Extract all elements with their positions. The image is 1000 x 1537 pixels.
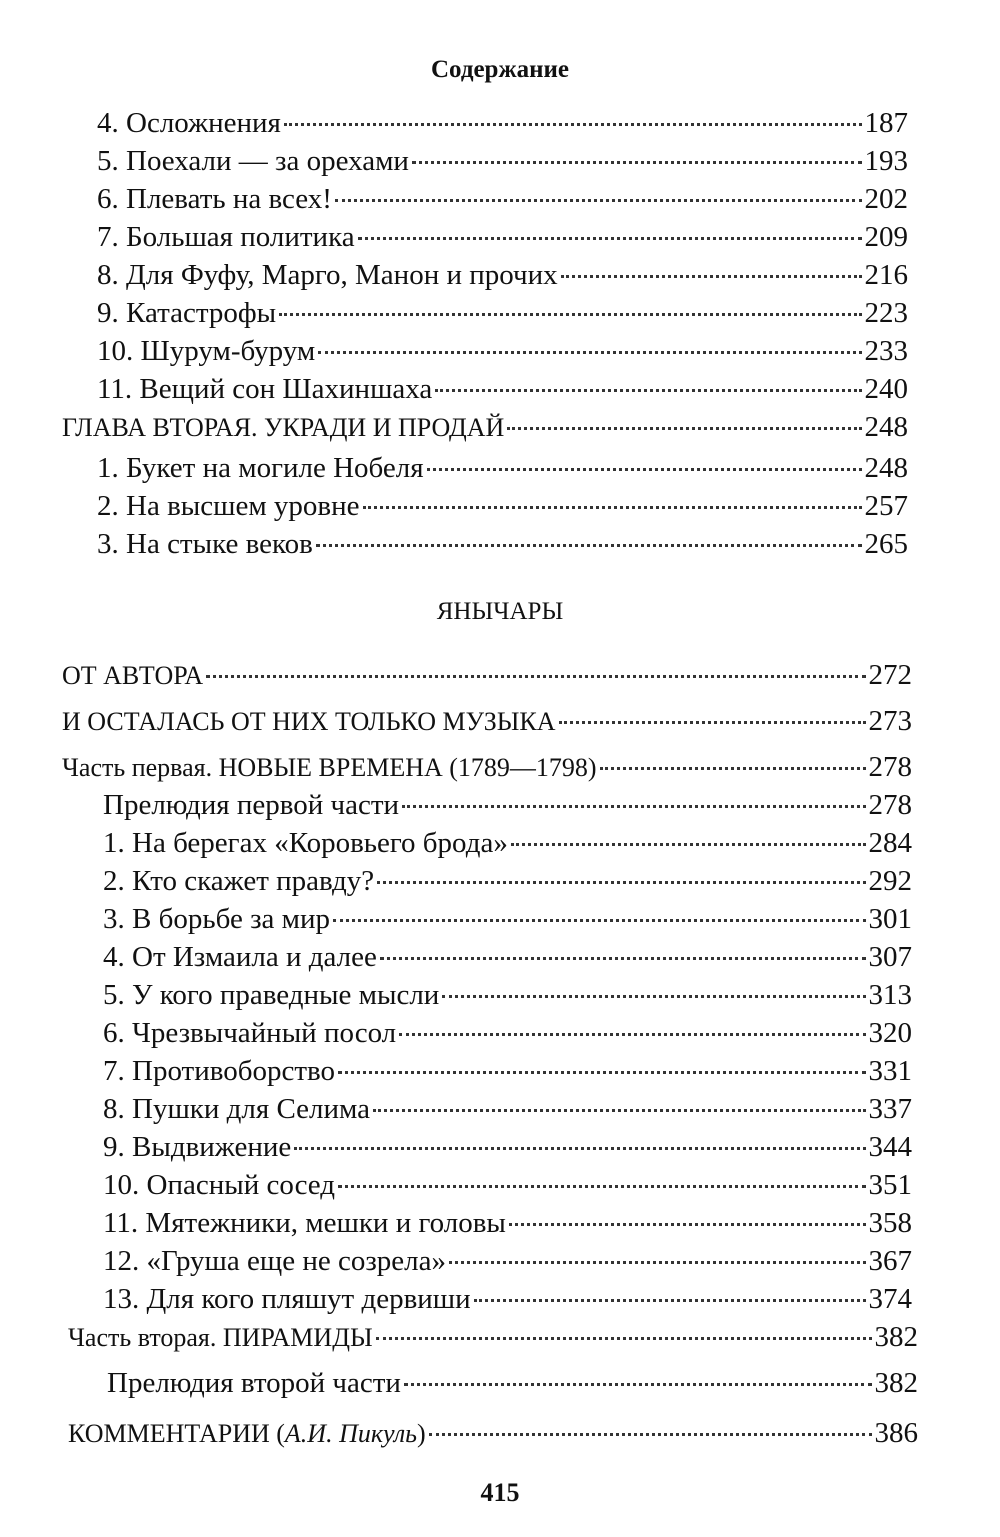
leader-dots [380,957,866,960]
leader-dots [429,1433,872,1436]
toc-chapter-entry[interactable] [0,656,1000,694]
toc-entry[interactable] [0,1242,1000,1280]
toc-entry[interactable] [0,1166,1000,1204]
toc-part-entry[interactable] [0,1318,1000,1356]
toc-entry[interactable] [0,104,1000,142]
toc-entry-page: 209 [864,221,908,253]
toc-entry-page: 187 [864,107,908,139]
toc-entry-page: 248 [864,452,908,484]
toc-entry[interactable] [0,1364,1000,1402]
toc-entry[interactable] [0,1204,1000,1242]
toc-entry-page: 374 [868,1283,912,1315]
leader-dots [294,1147,865,1150]
toc-entry-title: 2. На высшем уровне [97,490,360,522]
toc-entry[interactable] [0,1052,1000,1090]
toc-chapter-entry[interactable] [0,1414,1000,1452]
toc-entry-page: 193 [864,145,908,177]
toc-part-entry[interactable] [0,748,1000,786]
toc-entry-title: 3. На стыке веков [97,528,313,560]
toc-entry-page: 233 [864,335,908,367]
toc-entry-title: 9. Выдвижение [103,1131,292,1163]
toc-entry[interactable] [0,1128,1000,1166]
toc-entry-page: 358 [868,1207,912,1239]
toc-entry-page: 351 [868,1169,912,1201]
toc-entry-page: 284 [868,827,912,859]
page-number: 415 [480,1478,520,1507]
toc-entry[interactable] [0,862,1000,900]
toc-entry-title: 11. Мятежники, мешки и головы [103,1207,506,1239]
leader-dots [509,1223,866,1226]
toc-entry-page: 273 [868,705,912,737]
toc-entry-page: 248 [864,411,908,443]
leader-dots [358,237,862,240]
toc-entry[interactable] [0,180,1000,218]
toc-entry[interactable] [0,525,1000,563]
leader-dots [435,389,861,392]
toc-entry-title: ГЛАВА ВТОРАЯ. УКРАДИ И ПРОДАЙ [62,413,505,442]
toc-entry-page: 202 [864,183,908,215]
toc-list-yanychary [0,656,1000,1452]
leader-dots [363,506,862,509]
leader-dots [335,199,862,202]
running-header: Содержание [430,56,569,83]
toc-entry-title: 10. Опасный сосед [103,1169,336,1201]
toc-entry[interactable] [0,786,1000,824]
leader-dots [338,1071,865,1074]
toc-entry[interactable] [0,976,1000,1014]
leader-dots [284,123,862,126]
toc-entry[interactable] [0,142,1000,180]
toc-entry-title: 4. Осложнения [97,107,281,139]
toc-entry-title: 3. В борьбе за мир [103,903,331,935]
toc-entry-title: 5. У кого праведные мысли [103,979,440,1011]
leader-dots [338,1185,865,1188]
leader-dots [318,351,861,354]
toc-entry-page: 278 [868,789,912,821]
toc-entry-title: 11. Вещий сон Шахиншаха [97,373,433,405]
toc-entry-title [68,1415,426,1453]
toc-entry-title: 7. Противоборство [103,1055,336,1087]
toc-chapter-entry[interactable] [0,408,1000,446]
leader-dots [412,161,862,164]
toc-entry-title: 1. Букет на могиле Нобеля [97,452,424,484]
leader-dots [507,427,861,430]
toc-entry-title: 12. «Груша еще не созрела» [103,1245,447,1277]
toc-chapter-entry[interactable] [0,702,1000,740]
toc-entry-page: 223 [864,297,908,329]
toc-entry-page: 265 [864,528,908,560]
toc-entry-page: 278 [868,751,912,783]
toc-entry-title: 6. Плевать на всех! [97,183,332,215]
toc-entry-title: Часть первая. НОВЫЕ ВРЕМЕНА (1789—1798) [62,753,597,782]
toc-entry-title: И ОСТАЛАСЬ ОТ НИХ ТОЛЬКО МУЗЫКА [62,707,556,736]
toc-entry-author: А.И. Пикуль [284,1419,418,1448]
toc-entry-title: Прелюдия первой части [103,789,400,821]
toc-entry-title: 13. Для кого пляшут дервиши [103,1283,471,1315]
toc-entry[interactable] [0,938,1000,976]
leader-dots [474,1299,866,1302]
toc-entry-page: 344 [868,1131,912,1163]
leader-dots [376,1337,872,1340]
toc-entry-title: 7. Большая политика [97,221,355,253]
leader-dots [279,313,861,316]
leader-dots [402,805,865,808]
section-title: ЯНЫЧАРЫ [436,598,564,625]
toc-entry-page: 382 [874,1367,918,1399]
toc-entry[interactable] [0,900,1000,938]
toc-entry-title: 8. Для Фуфу, Марго, Манон и прочих [97,259,558,291]
toc-entry-page: 337 [868,1093,912,1125]
toc-entry[interactable] [0,1090,1000,1128]
toc-entry[interactable] [0,824,1000,862]
leader-dots [404,1383,872,1386]
toc-entry-page: 320 [868,1017,912,1049]
toc-entry-page: 386 [874,1417,918,1449]
toc-entry[interactable] [0,370,1000,408]
toc-entry-title: Прелюдия второй части [107,1367,401,1399]
leader-dots [206,675,865,678]
toc-entry-title: 5. Поехали — за орехами [97,145,409,177]
toc-entry-title: 1. На берегах «Коровьего брода» [103,827,508,859]
toc-entry-page: 307 [868,941,912,973]
toc-entry-page: 367 [868,1245,912,1277]
toc-entry-title: 6. Чрезвычайный посол [103,1017,397,1049]
toc-entry-title: Часть вторая. ПИРАМИДЫ [68,1323,373,1352]
leader-dots [377,881,865,884]
toc-entry[interactable] [0,487,1000,525]
toc-entry-title: ОТ АВТОРА [62,661,204,690]
toc-entry-title: 8. Пушки для Селима [103,1093,371,1125]
toc-entry-page: 257 [864,490,908,522]
toc-entry-page: 301 [868,903,912,935]
toc-entry[interactable] [0,256,1000,294]
leader-dots [316,544,862,547]
leader-dots [511,843,866,846]
toc-entry-page: 331 [868,1055,912,1087]
toc-entry-title: 9. Катастрофы [97,297,277,329]
leader-dots [427,468,862,471]
toc-entry[interactable] [0,218,1000,256]
leader-dots [333,919,865,922]
toc-entry-page: 240 [864,373,908,405]
toc-list-continued [0,104,1000,563]
toc-entry-page: 382 [874,1321,918,1353]
toc-entry-page: 272 [868,659,912,691]
toc-entry-title-end: ) [417,1419,426,1448]
toc-entry[interactable] [0,294,1000,332]
toc-entry-title: 2. Кто скажет правду? [103,865,375,897]
leader-dots [449,1261,865,1264]
toc-entry[interactable] [0,1280,1000,1318]
leader-dots [600,767,866,770]
leader-dots [559,721,866,724]
toc-entry-title: 4. От Измаила и далее [103,941,377,973]
toc-entry-page: 313 [868,979,912,1011]
toc-entry[interactable] [0,1014,1000,1052]
toc-entry-title-text: КОММЕНТАРИИ ( [68,1419,285,1448]
toc-entry-page: 292 [868,865,912,897]
leader-dots [373,1109,865,1112]
leader-dots [561,275,862,278]
toc-entry-title: 10. Шурум-бурум [97,335,316,367]
toc-entry[interactable] [0,449,1000,487]
toc-entry-page: 216 [864,259,908,291]
leader-dots [399,1033,865,1036]
toc-entry[interactable] [0,332,1000,370]
leader-dots [442,995,865,998]
